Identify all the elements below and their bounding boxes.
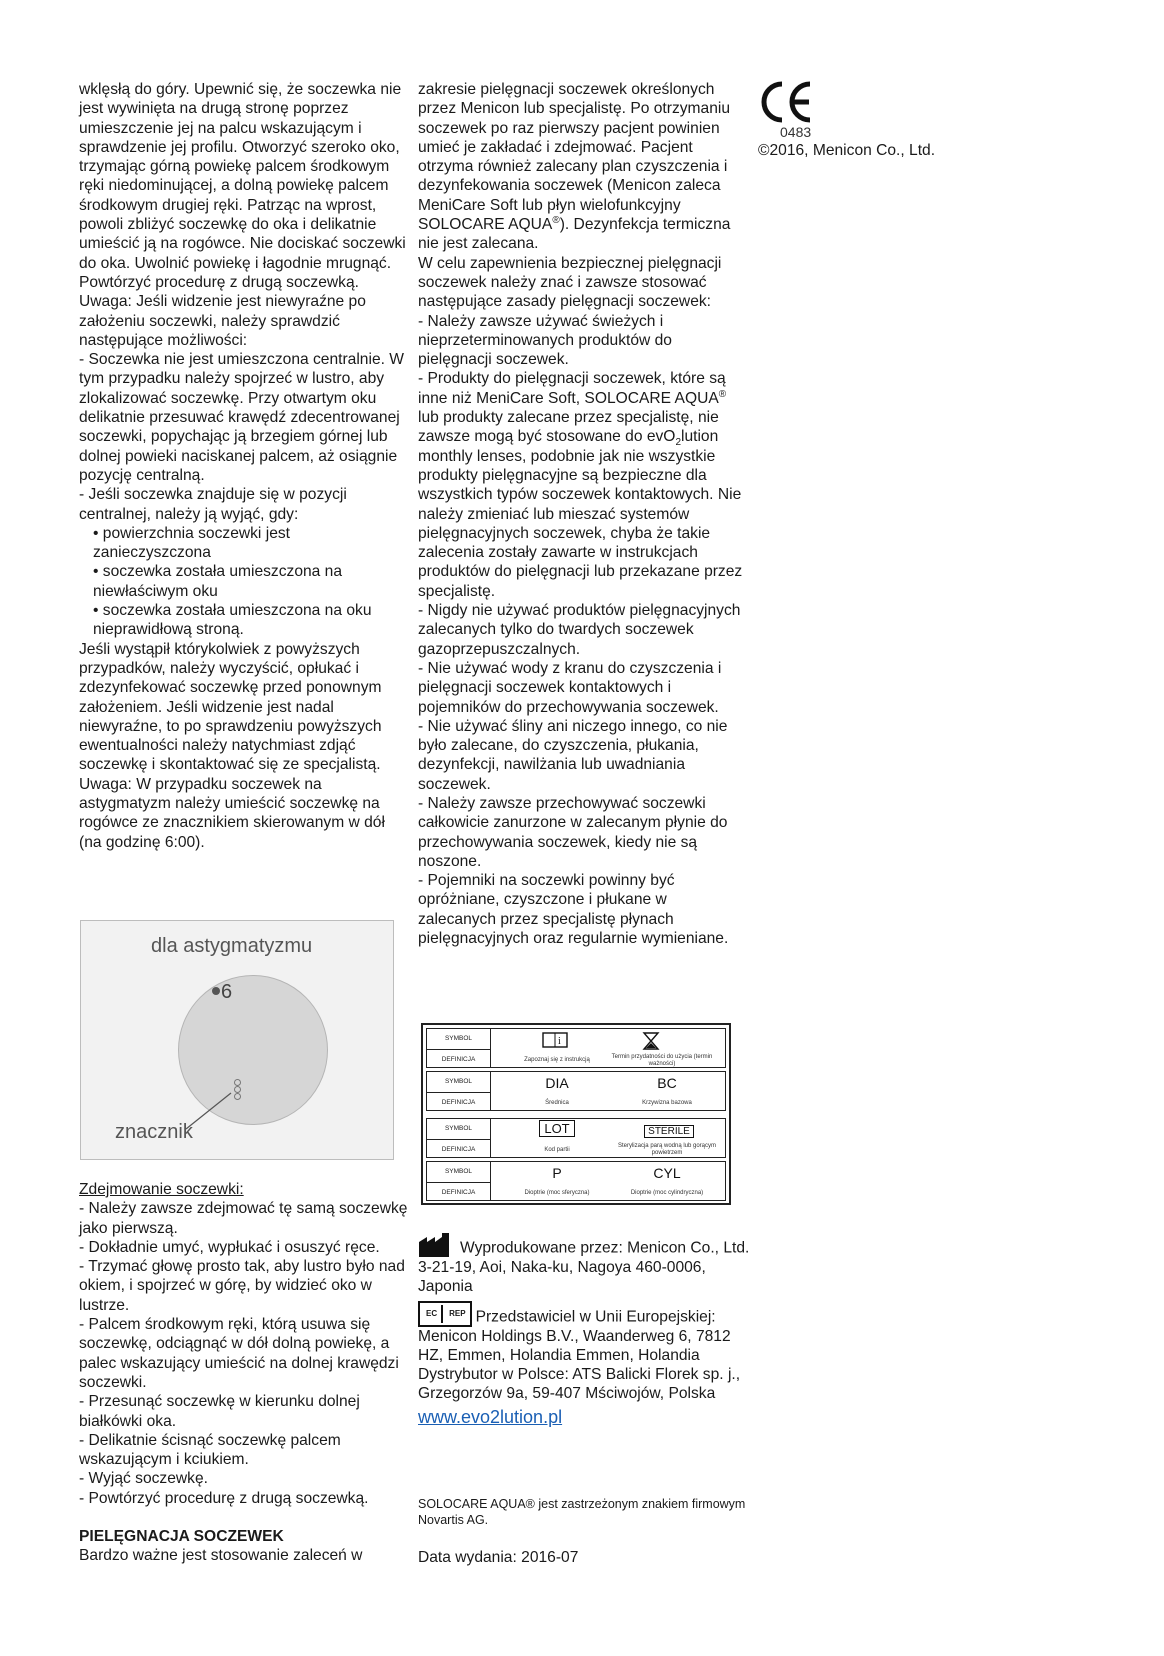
symbol-block	[426, 1028, 726, 1068]
removal-step: - Trzymać głowę prosto tak, aby lustro było nad okiem, i spojrzeć w górę, by widzieć oko w lustrze.	[79, 1258, 405, 1314]
symbol-block: SYMBOL DEFINICJA P CYL Dioptrie (moc sferyczna) Dioptrie (moc cylindryczna)	[426, 1161, 726, 1201]
ce-mark-icon	[758, 78, 818, 126]
symbol-table	[421, 1023, 731, 1205]
removal-section	[79, 1180, 409, 1566]
astigmatism-note: Uwaga: W przypadku soczewek na astygmatyzm należy umieścić soczewkę na rogówce ze znacznikiem skierowanym w dół (na godzinę 6:00).	[79, 775, 385, 851]
definition-text: Dioptrie (moc cylindryczna)	[630, 1190, 704, 1196]
definition-text: Dioptrie (moc sferyczna)	[524, 1190, 590, 1196]
bullet-item: • soczewka została umieszczona na oku nieprawidłową stroną.	[93, 602, 372, 639]
removal-step: - Dokładnie umyć, wypłukać i osuszyć ręce.	[79, 1238, 380, 1256]
insertion-text: wklęsłą do góry. Upewnić się, że soczewka nie jest wywinięta na drugą stronę poprzez umieszczenie jej na palcu wskazującym i sprawdzenie jej profilu. Otworzyć szeroko oko, trzymając górną powiekę palcem środkowym ręki niedominującej, a dolną powiekę palcem środkowym drugiej ręki. Patrząc na wprost, powoli zbliżyć soczewkę do oka i delikatnie umieścić ją na rogówce. Nie dociskać soczewki do oka. Uwolnić powiekę i łagodnie mrugnąć. Powtórzyć procedurę z drugą soczewką.	[79, 81, 406, 291]
symbol-text: CYL	[653, 1165, 681, 1181]
manufacturer-block	[418, 1232, 758, 1430]
definition-text: Zapoznaj się z instrukcją	[524, 1057, 590, 1063]
definition-label: DEFINICJA	[441, 1056, 476, 1063]
representative-text: Przedstawiciel w Unii Europejskiej: Menicon Holdings B.V., Waanderweg 6, 7812 HZ, Emmen, Holandia Emmen, Holandia	[418, 1308, 731, 1364]
marker-label: znacznik	[115, 1121, 193, 1143]
middle-column	[418, 80, 748, 948]
note-blurry-vision: Uwaga: Jeśli widzenie jest niewyraźne po założeniu soczewki, należy sprawdzić następujące możliwości:	[79, 293, 366, 349]
symbol-block: SYMBOL DEFINICJA LOT STERILE Kod partii Sterylizacja parą wodną lub gorącym powietrzem	[426, 1118, 726, 1158]
factory-icon	[418, 1232, 452, 1258]
manufacturer-text: Wyprodukowane przez: Menicon Co., Ltd. 3-21-19, Aoi, Naka-ku, Nagoya 460-0006, Japonia	[418, 1239, 750, 1296]
care-intro: Bardzo ważne jest stosowanie zaleceń w	[79, 1547, 363, 1565]
removal-step: - Wyjąć soczewkę.	[79, 1470, 208, 1488]
care-rule: - Nie używać wody z kranu do czyszczenia i pielęgnacji soczewek kontaktowych i pojemników do przechowywania soczewek.	[418, 659, 722, 716]
definition-text: Średnica	[545, 1100, 569, 1106]
issue-date: Data wydania: 2016-07	[418, 1549, 579, 1566]
care-heading: PIELĘGNACJA SOCZEWEK	[79, 1528, 284, 1546]
svg-text:i: i	[558, 1036, 561, 1047]
care-rules-intro: W celu zapewnienia bezpiecznej pielęgnacji soczewek należy znać i zawsze stosować następujące zasady pielęgnacji soczewek:	[418, 254, 722, 311]
removal-step: - Palcem środkowym ręki, którą usuwa się soczewkę, odciągnąć w dół dolną powiekę, a palec wskazujący umieścić na dolnej krawędzi soczewki.	[79, 1316, 399, 1391]
left-column	[79, 80, 409, 852]
symbol-text: P	[552, 1165, 562, 1181]
symbol-label: SYMBOL	[444, 1035, 473, 1042]
instructions-icon	[541, 1031, 571, 1049]
clean-disinfect-text: Jeśli wystąpił którykolwiek z powyższych przypadków, należy wyczyścić, opłukać i zdezynfekować soczewkę przed ponownym założeniem. Jeśli widzenie jest nadal niewyraźne, to po sprawdzeniu powyższych ewentualności należy natychmiast zdjąć soczewkę i skontaktować się ze specjalistą.	[79, 640, 382, 774]
definition-text: Krzywizna bazowa	[642, 1100, 692, 1106]
removal-heading: Zdejmowanie soczewki:	[79, 1181, 244, 1198]
care-rule: - Produkty do pielęgnacji soczewek, które są inne niż MeniCare Soft, SOLOCARE AQUA® lub produkty zalecane przez specjalistę, nie zawsze mogą być stosowane do evO$_2$lution monthly lenses, podobnie jak nie wszystkie produkty pielęgnacyjne są bezpieczne dla wszystkich typów soczewek kontaktowych. Nie należy zmieniać lub mieszać systemów pielęgnacyjnych soczewek, chyba że takie zalecenia zostały zawarte w instrukcjach produktów do pielęgnacji lub przekazane przez specjalistę.	[418, 370, 743, 600]
symbol-text: STERILE	[644, 1125, 694, 1138]
removal-step: - Przesunąć soczewkę w kierunku dolnej białkówki oka.	[79, 1393, 360, 1430]
website-link[interactable]: www.evo2lution.pl	[418, 1406, 563, 1427]
bullet-item: • soczewka została umieszczona na niewłaściwym oku	[93, 563, 343, 600]
care-rule: - Nie używać śliny ani niczego innego, co nie było zalecane, do czyszczenia, płukania, dezynfekcji, nawilżania lub uwadniania soczewek.	[418, 717, 728, 793]
distributor-text: Dystrybutor w Polsce: ATS Balicki Florek sp. j., Grzegorzów 9a, 59-407 Mściwojów, Polska	[418, 1366, 741, 1403]
notified-body-number: 0483	[780, 124, 812, 140]
figure-six-label: 6	[221, 981, 233, 1003]
care-rule: - Należy zawsze przechowywać soczewki całkowicie zanurzone w zalecanym płynie do przechowywania soczewek, kiedy nie są noszone.	[418, 794, 728, 870]
care-rule: - Należy zawsze używać świeżych i nieprzeterminowanych produktów do pielęgnacji soczewek.	[418, 312, 672, 369]
definition-text: Sterylizacja parą wodną lub gorącym powietrzem	[617, 1143, 717, 1156]
symbol-text: BC	[657, 1075, 677, 1091]
symbol-text: LOT	[539, 1120, 574, 1137]
removal-step: - Należy zawsze zdejmować tę samą soczewkę jako pierwszą.	[79, 1200, 408, 1237]
not-centered-text: - Soczewka nie jest umieszczona centralnie. W tym przypadku należy spojrzeć w lustro, aby zlokalizować soczewkę. Przy otwartym oku delikatnie przesuwać krawędź zdecentrowanej soczewki, popychając ją brzegiem górnej lub dolnej powieki naciskanej palcem, aż osiągnie pozycję centralną.	[79, 351, 405, 484]
removal-step: - Delikatnie ścisnąć soczewkę palcem wskazującym i kciukiem.	[79, 1431, 341, 1469]
copyright: ©2016, Menicon Co., Ltd.	[758, 142, 936, 159]
removal-step: - Powtórzyć procedurę z drugą soczewką.	[79, 1489, 369, 1507]
symbol-block: SYMBOL DEFINICJA DIA BC Średnica Krzywizna bazowa	[426, 1071, 726, 1111]
hourglass-icon	[641, 1031, 661, 1051]
astigmatism-lens-figure	[80, 920, 394, 1160]
care-rule: - Nigdy nie używać produktów pielęgnacyjnych zalecanych tylko do twardych soczewek gazoprzepuszczalnych.	[418, 602, 741, 658]
definition-text: Termin przydatności do użycia (termin ważności)	[611, 1054, 713, 1067]
symbol-text: DIA	[545, 1075, 569, 1091]
care-rule: - Pojemniki na soczewki powinny być opróżniane, czyszczone i płukane w zalecanych przez specjalistę płynach pielęgnacyjnych oraz regularnie wymieniane.	[418, 872, 729, 948]
ec-rep-icon: EC REP	[418, 1301, 472, 1327]
care-text: zakresie pielęgnacji soczewek określonych przez Menicon lub specjalistę. Po otrzymaniu soczewek po raz pierwszy pacjent powinien umieć je zakładać i zdejmować. Pacjent otrzyma również zalecany plan czyszczenia i dezynfekowania soczewek (Menicon zaleca MeniCare Soft lub płyn wielofunkcyjny SOLOCARE AQUA®). Dezynfekcja termiczna nie jest zalecana.	[418, 81, 731, 253]
bullet-item: • powierzchnia soczewki jest zanieczyszczona	[93, 524, 290, 562]
trademark-note: SOLOCARE AQUA® jest zastrzeżonym znakiem firmowym Novartis AG.	[418, 1497, 746, 1527]
centered-remove-text: - Jeśli soczewka znajduje się w pozycji centralnej, należy ją wyjąć, gdy:	[79, 486, 347, 523]
definition-text: Kod partii	[544, 1147, 570, 1153]
figure-title: dla astygmatyzmu	[151, 935, 313, 957]
